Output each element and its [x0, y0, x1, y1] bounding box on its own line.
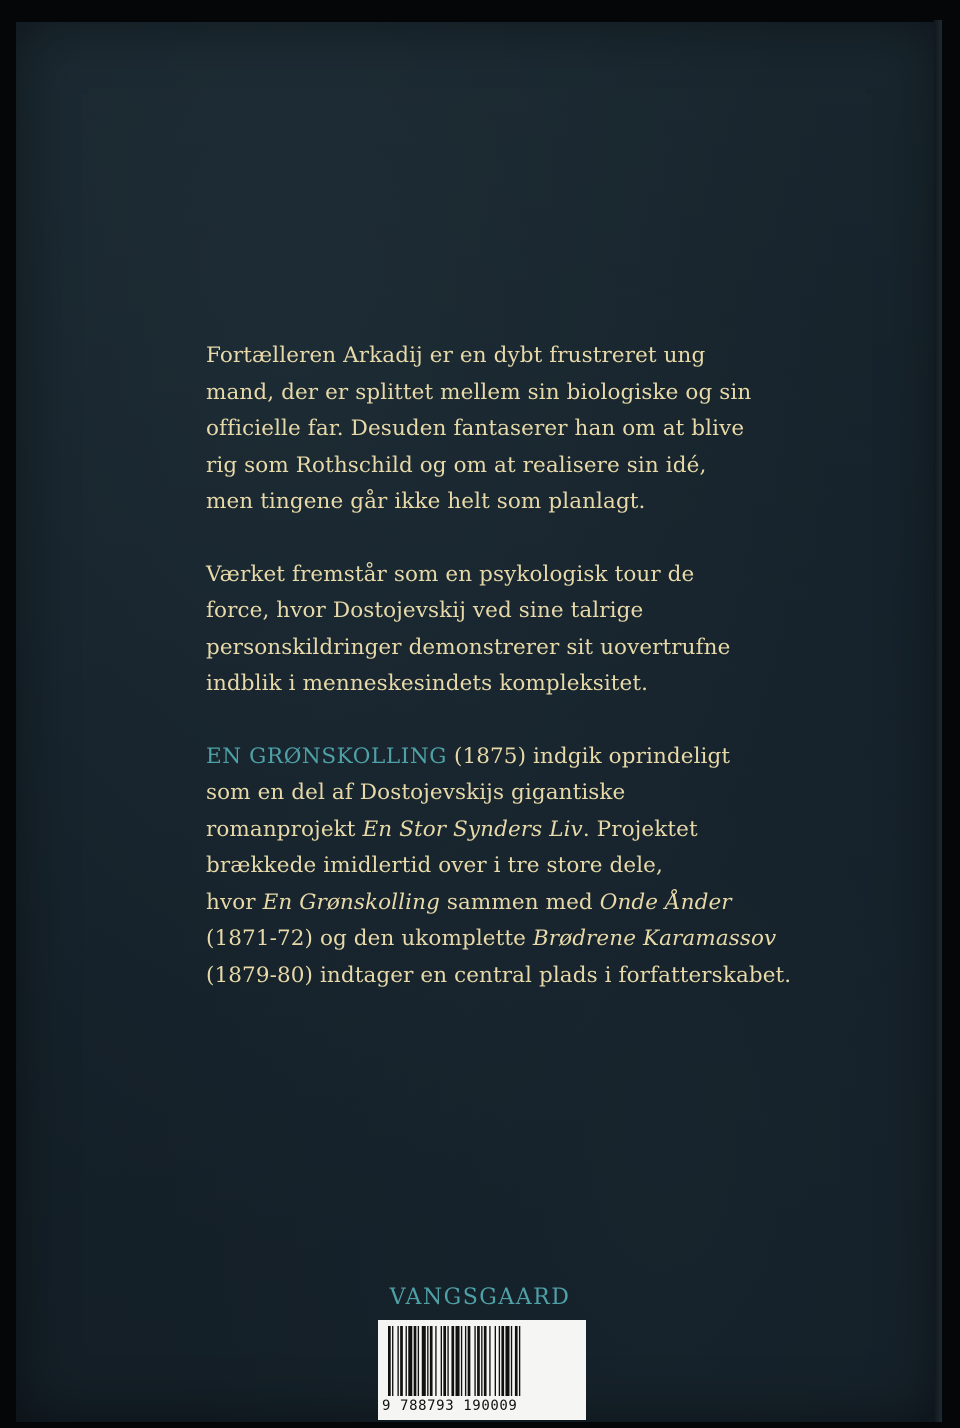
barcode-bar: [456, 1326, 460, 1396]
barcode-bar: [430, 1326, 433, 1396]
barcode-bar: [400, 1326, 403, 1396]
barcode-bar: [501, 1326, 504, 1396]
barcode-bars: [388, 1326, 576, 1398]
barcode-bar: [418, 1326, 419, 1396]
text-segment: (1875) indgik oprindeligt: [447, 743, 731, 769]
barcode-bar: [406, 1326, 407, 1396]
barcode-bar: [397, 1326, 398, 1396]
blurb-text: [206, 338, 806, 1030]
italic-title: En Stor Synders Liv: [362, 816, 583, 842]
blurb-line: personskildringer demonstrerer sit uovertrufne: [206, 634, 731, 660]
barcode-bar: [505, 1326, 509, 1396]
barcode-bar: [408, 1326, 412, 1396]
barcode-bar: [443, 1326, 446, 1396]
barcode-bar: [461, 1326, 462, 1396]
blurb-line: officielle far. Desuden fantaserer han om at blive: [206, 416, 745, 441]
barcode: [378, 1320, 586, 1420]
barcode-bar: [392, 1326, 393, 1396]
text-segment: hvor: [206, 889, 263, 915]
barcode-bar: [519, 1326, 520, 1396]
barcode-bar: [441, 1326, 442, 1396]
italic-title: Onde Ånder: [599, 889, 732, 915]
text-segment: sammen med: [439, 889, 600, 915]
text-segment: . Projektet: [582, 816, 698, 842]
blurb-line: mand, der er splittet mellem sin biologiske og sin: [206, 379, 752, 405]
barcode-bar: [414, 1326, 417, 1396]
spine-edge: [934, 20, 942, 1422]
barcode-bar: [465, 1326, 466, 1396]
barcode-bar: [489, 1326, 490, 1396]
barcode-bar: [477, 1326, 480, 1396]
blurb-line: [206, 885, 806, 922]
isbn-number: 9 788793 190009: [382, 1398, 518, 1414]
barcode-bar: [388, 1326, 391, 1396]
blurb-line: Fortælleren Arkadij er en dybt frustreret ung: [206, 343, 706, 368]
blurb-paragraph-2: [206, 557, 806, 703]
blurb-line: (1879-80) indtager en central plads i forfatterskabet.: [206, 962, 792, 988]
barcode-bar: [447, 1326, 448, 1396]
barcode-bar: [499, 1326, 500, 1396]
blurb-line: [206, 921, 806, 958]
italic-title: Brødrene Karamassov: [532, 926, 777, 951]
barcode-bar: [484, 1326, 487, 1396]
blurb-line: rig som Rothschild og om at realisere sin idé,: [206, 452, 707, 478]
text-segment: romanprojekt: [206, 816, 363, 842]
publisher-name: VANGSGAARD: [389, 1285, 571, 1310]
blurb-paragraph-1: [206, 338, 806, 521]
blurb-line: brækkede imidlertid over i tre store dele,: [206, 853, 663, 878]
barcode-bar: [481, 1326, 482, 1396]
barcode-bar: [511, 1326, 512, 1396]
blurb-line: Værket fremstår som en psykologisk tour de: [206, 561, 695, 587]
barcode-bar: [451, 1326, 454, 1396]
book-title-caps: EN GRØNSKOLLING: [206, 743, 448, 769]
barcode-bar: [495, 1326, 496, 1396]
barcode-bar: [422, 1326, 426, 1396]
barcode-bar: [435, 1326, 436, 1396]
italic-title: En Grønskolling: [262, 889, 440, 915]
barcode-bar: [427, 1326, 428, 1396]
blurb-line: [206, 739, 806, 776]
text-segment: (1871-72) og den ukomplette: [206, 926, 533, 951]
blurb-line: indblik i menneskesindets kompleksitet.: [206, 671, 649, 696]
blurb-line: men tingene går ikke helt som planlagt.: [206, 489, 646, 514]
barcode-bar: [474, 1326, 475, 1396]
barcode-bar: [515, 1326, 518, 1396]
blurb-line: force, hvor Dostojevskij ved sine talrige: [206, 598, 644, 623]
barcode-bar: [468, 1326, 471, 1396]
blurb-line: [206, 812, 806, 849]
blurb-paragraph-3: [206, 739, 806, 995]
blurb-line: som en del af Dostojevskijs gigantiske: [206, 780, 626, 805]
